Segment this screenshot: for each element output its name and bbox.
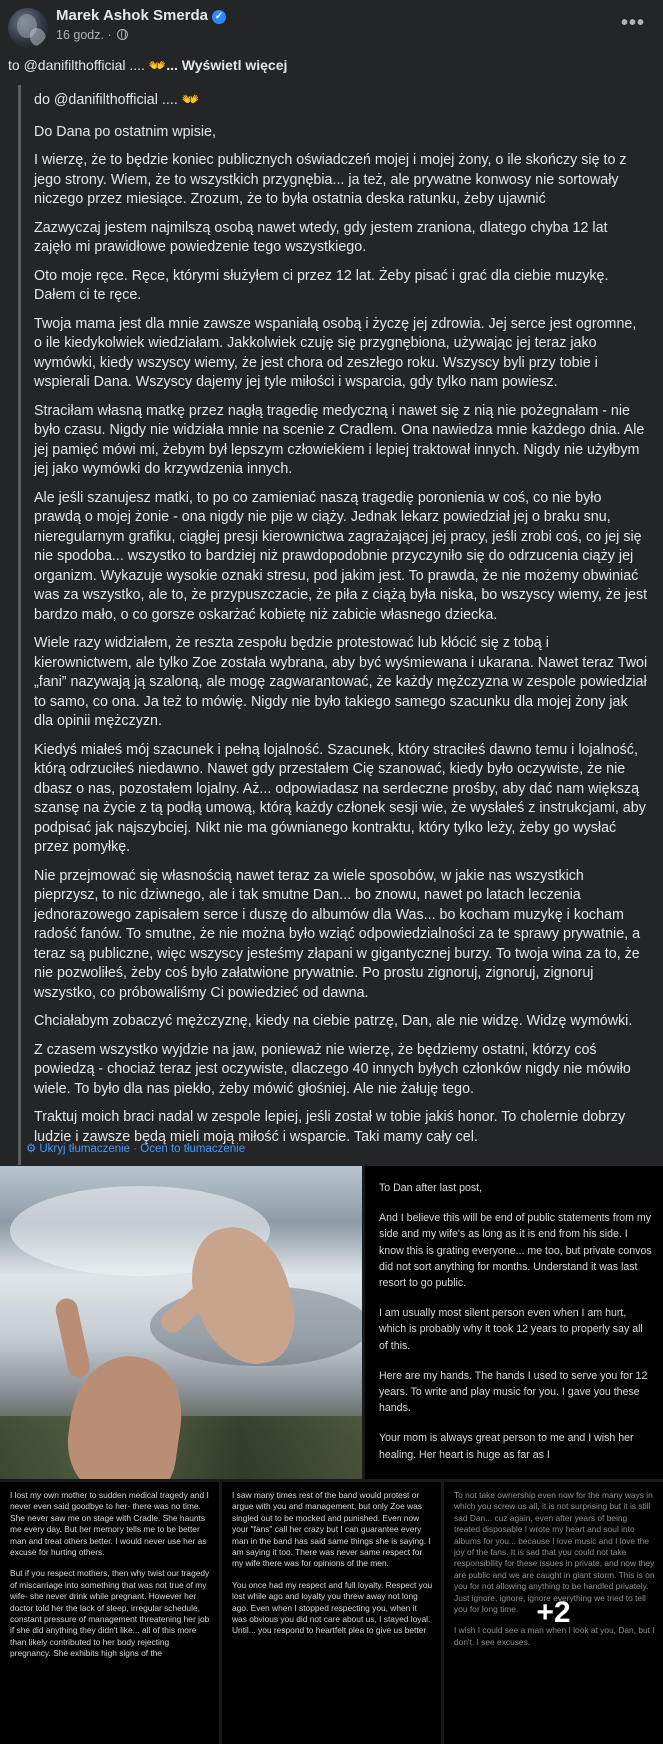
translation-paragraph: Oto moje ręce. Ręce, którymi służyłem ci przez 12 lat. Żeby pisać i grać dla ciebie muzykę. Dałem ci te ręce. xyxy=(34,267,609,303)
rate-translation-link[interactable]: Oceń to tłumaczenie xyxy=(140,1143,246,1155)
translation-paragraph: I wierzę, że to będzie koniec publicznych oświadczeń mojej i mojej żony, o ile skończy się to z jego strony. Wiem, że to wszystkich przygnębia... ja też, ale prywatne konwosy nie sortowały niczego przez miesiące. Zrozum, że to była ostatnia deska ratunku, żeby ujawnić xyxy=(34,152,627,207)
hand-shape xyxy=(61,1349,189,1479)
translation-paragraph: Zazwyczaj jestem najmilszą osobą nawet wtedy, gdy jestem zraniona, dlatego chyba 12 lat zajęło mi prawidłowe powiedzenie tego wszystkiego. xyxy=(34,219,608,255)
translation-paragraph: Wiele razy widziałem, że reszta zespołu będzie protestować lub kłócić się z tobą i kierownictwem, ale tylko Zoe została wybrana, aby być wyśmiewana i ukarana. Nawet teraz Twoi „fani” nazywają ją szaloną, ale mogę zagwarantować, że każdy mężczyzna w zespole powiedział to samo, co ona. Ja też to mówię. Nigdy nie było takiego samego szacunku dla mojej żony jak dla opinii mężczyzn. xyxy=(34,635,648,729)
letter-paragraph: I am usually most silent person even when I am hurt, which is probably why it took 12 years to properly say all of this. xyxy=(379,1307,643,1352)
letter-paragraph: And I believe this will be end of public statements from my side and my wife's as long as it is end from his side. I know this is grating everyone... me too, but private convos did not sort anything for months. Understand it was last resort to go public. xyxy=(379,1212,652,1290)
translation-paragraph: Straciłam własną matkę przez nagłą tragedię medyczną i nawet się z nią nie pożegnałam - nie było czasu. Nigdy nie widziała mnie na scenie z Cradlem. Ona nawiedza mnie każdego dnia. Ale jej pamięć mówi mi, żebym był lepszym człowiekiem i lepiej traktował innych. Nigdy nie użyłbym jej jako wymówki do krzywdzenia innych. xyxy=(34,402,645,477)
avatar[interactable] xyxy=(8,8,48,48)
gear-icon: ⚙ xyxy=(26,1143,37,1155)
letter-paragraph: I saw many times rest of the band would protest or argue with you and management, but only Zoe was singled out to be mocked and punished. Even now your "fans" call her crazy but I can guarantee every man in the band has said same things she is saying. I am saying it too. There was never same respect for my wife there was for opinions of the men. xyxy=(232,1490,431,1569)
translation-paragraph: Twoja mama jest dla mnie zawsze wspaniałą osobą i życzę jej zdrowia. Jej serce jest ogromne, o ile kiedykolwiek wiedziałam. Jakkolwiek czuję się przygnębiona, używając jej teraz jako wymówki, kiedy wszyscy wiemy, że jest chora od zeszłego roku. Wszyscy byli przy tobie i wspierali Dana. Wszyscy dajemy jej tyle miłości i wsparcia, gdy tylko nam powiesz. xyxy=(34,315,637,390)
photo-letter-3[interactable] xyxy=(222,1482,441,1744)
translation-separator: · xyxy=(130,1143,141,1155)
letter-paragraph: To not take ownership even now for the many ways in which you screw us all, it is not surprising but it is still sad Dan... cuz again, even after years of being treated disposable I wrote my heart and soul into albums for you... because I love music and I love the joy of the fans. It is sad that you could not take responsibility for these issues in private, and now they are public and we are caught in giant storm. This is on you for not allowing anything to be handled privately. Just ignore, ignore, ignore everything we tried to tell you for long time. xyxy=(454,1490,655,1615)
letter-paragraph: I wish I could see a man when I look at you, Dan, but I don't. I see excuses. xyxy=(454,1625,655,1647)
translation-paragraph: Ale jeśli szanujesz matki, to po co zamieniać naszą tragedię poronienia w coś, co nie było prawdą o mojej żonie - ona nigdy nie pije w ciąży. Jednak lekarz powiedział jej o braku snu, nieregularnym grafiku, ciągłej presji kierownictwa zagrażającej jej pracy, jeśli zrobi coś, co jej się nie spodoba... wszystko to bardziej niż prawdopodobnie przyczyniło się do odrzucenia ciąży jej organizm. Wykazuje wysokie oznaki stresu, pod jakim jest. To prawda, że nie możemy obwiniać was za wszystko, ale to, że przypuszczacie, że piła z ciążą była niska, bo wszyscy wiemy, że jest bardzo mało, o co gorsze oskarżać kobietę niż zabicie własnego dziecka. xyxy=(34,489,648,623)
translation-paragraph: Kiedyś miałeś mój szacunek i pełną lojalność. Szacunek, który straciłeś dawno temu i lojalność, którą odrzuciłeś niedawno. Nawet gdy przestałem Cię szanować, kiedy było oczywiste, że nie dbasz o nas, pozostałem lojalny. Aż... odpowiadasz na serdeczne prośby, aby dać nam większą szansę na życie z tą podłą umową, którą każdy członek sesji wie, że wysłałeś z instrukcjami, aby podpisać jak najszybciej. Nikt nie ma gównianego kontraktu, który tylko leży, żeby go wysłać przez pomyłkę. xyxy=(34,741,646,855)
translation-block xyxy=(18,85,658,1165)
post-time[interactable]: 16 godz. xyxy=(56,28,104,42)
translation-paragraph: Z czasem wszystko wyjdzie na jaw, ponieważ nie wierzę, że będziemy ostatni, którzy coś powiedzą - chociaż teraz jest oczywiste, dlaczego 40 innych byłych członków nigdy nie mówiło wiele. To było dla nas piekło, żeby mówić głośniej. Ale nie żałuję tego. xyxy=(34,1041,631,1097)
globe-icon xyxy=(117,29,128,40)
post-meta xyxy=(56,28,128,42)
letter-paragraph: You once had my respect and full loyalty. Respect you lost while ago and loyalty you threw away not long ago. Even when I stopped respecting you, when it was obvious you did not care about us, I stayed loyal. Until... you respond to heartfelt plea to give us better xyxy=(232,1579,433,1636)
translation-paragraph: Chciałabym zobaczyć mężczyznę, kiedy na ciebie patrzę, Dan, ale nie widzę. Widzę wymówki. xyxy=(34,1013,633,1029)
photo-grid xyxy=(0,1166,663,1744)
post-header xyxy=(0,0,663,52)
photo-hands[interactable] xyxy=(0,1166,362,1479)
intro-text: to @danifilthofficial .... xyxy=(8,57,149,73)
translation-paragraph: Traktuj moich braci nadal w zespole lepiej, jeśli został w tobie jakiś honor. To cholernie dobrzy ludzie i zawsze będą mieli moją miłość i wsparcie. Taki mamy cały cel. xyxy=(34,1109,626,1145)
author-name-text[interactable]: Marek Ashok Smerda xyxy=(56,7,209,24)
translation-controls xyxy=(26,1141,245,1155)
translation-handle: do @danifilthofficial .... 👐 xyxy=(34,92,200,108)
post-intro xyxy=(8,57,287,74)
translation-paragraph: Nie przejmować się własnością nawet teraz za wiele sposobów, w jakie nas wszystkich pieprzysz, to nic dziwnego, ale i tak smutne Dan... bo znowu, nawet po latach leczenia jednorazowego zapisałem serce i duszę do albumów dla Was... bo kocham muzykę i kocham radość fanów. To smutne, że nie można było wziąć odpowiedzialności za te sprawy prywatnie, a teraz są publiczne, więc wszyscy jesteśmy złapani w gigantycznej burzy. To twoja wina za to, że nie pozwoliłeś, żeby coś było załatwione prywatnie. Po prostu zignoruj, zignoruj, zignoruj wszystko, co próbowaliśmy Ci powiedzieć od dawna. xyxy=(34,867,641,1001)
photo-letter-1[interactable] xyxy=(365,1166,663,1479)
letter-paragraph: I lost my own mother to sudden medical tragedy and I never even said goodbye to her- there was no time. She never saw me on stage with Cradle. She haunts me every day. But her memory tells me to be better man and treat others better. I would never use her as excuse for hurting others. xyxy=(10,1490,209,1558)
more-options-icon[interactable]: ••• xyxy=(620,12,645,34)
more-photos-count[interactable]: +2 xyxy=(536,1596,571,1629)
translation-paragraph: Do Dana po ostatnim wpisie, xyxy=(34,123,216,140)
author-name[interactable] xyxy=(56,7,226,24)
letter-paragraph: Here are my hands. The hands I used to serve you for 12 years. To write and play music for you. I gave you these hands. xyxy=(379,1369,648,1415)
letter-paragraph: Your mom is always great person to me and I wish her healing. Her heart is huge as far as I xyxy=(379,1432,634,1461)
see-more-link[interactable]: ... Wyświetl więcej xyxy=(166,57,288,73)
hide-translation-link[interactable]: Ukryj tłumaczenie xyxy=(39,1143,131,1155)
meta-separator: · xyxy=(107,28,112,42)
hands-emoji: 👐 xyxy=(148,57,167,73)
photo-letter-2[interactable] xyxy=(0,1482,219,1744)
verified-badge-icon: ✓ xyxy=(212,10,226,24)
letter-paragraph: But if you respect mothers, then why twist our tragedy of miscarriage into something that was not true of my wife- she never drink while pregnant. However her doctor told her the lack of sleep, irregular schedule, constant pressure of management threatening her job if she did anything they didn't like... all of this more than likely contributed to her body rejecting pregnancy. She exhibits high signs of the xyxy=(10,1568,210,1659)
letter-paragraph: To Dan after last post, xyxy=(379,1182,483,1194)
